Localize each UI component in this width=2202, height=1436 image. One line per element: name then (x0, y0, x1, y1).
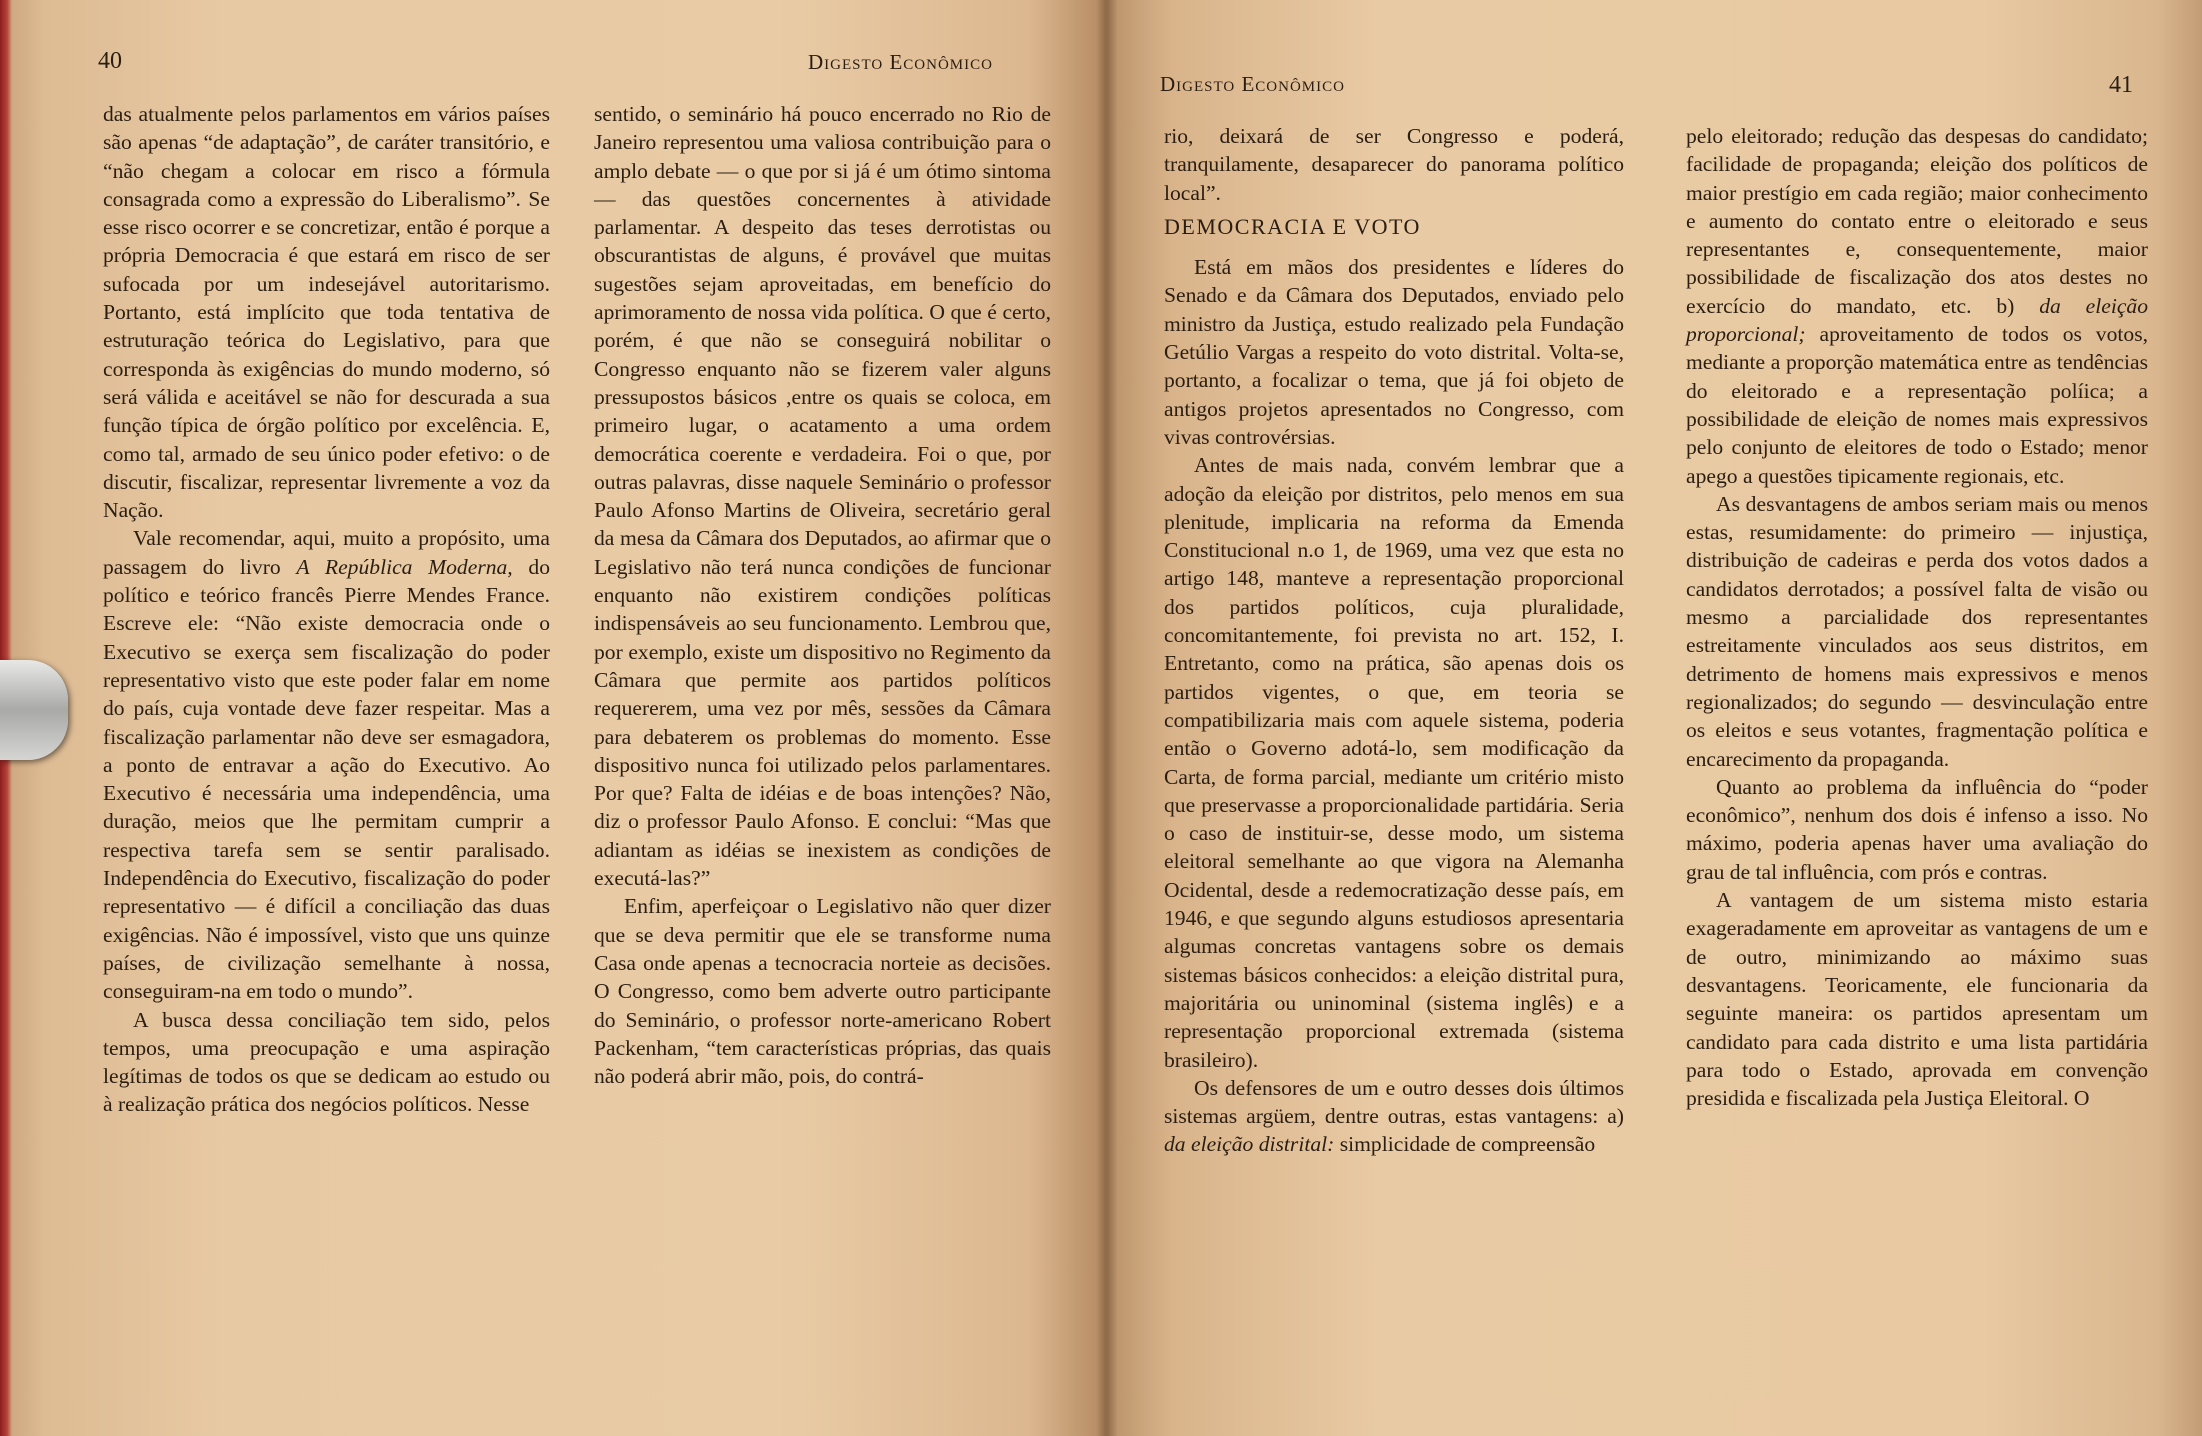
page-number: 41 (2109, 72, 2133, 98)
paragraph: sentido, o seminário há pouco encerrado no Rio de Janeiro representou uma valiosa contribuição para o amplo debate — o que por si já é um ótimo sintoma — das questões concernentes à atividade parlamentar. A despeito das teses derrotistas ou obscurantistas de alguns, é provável que muitas sugestões sejam aproveitadas, em benefício do aprimoramento de nossa vida política. O que é certo, porém, é que não se conseguirá nobilitar o Congresso enquanto não se fizerem valer alguns pressupostos básicos ,entre os quais se coloca, em primeiro lugar, o acatamento a uma ordem democrática coerente e verdadeira. Foi o que, por outras palavras, disse naquele Seminário o professor Paulo Afonso Martins de Oliveira, secretário geral da mesa da Câmara dos Deputados, ao afirmar que o Legislativo não terá nunca condições de funcionar enquanto não existirem condições políticas indispensáveis ao seu funcionamento. Lembrou que, por exemplo, existe um dispositivo no Regimento da Câmara que permite aos partidos políticos requererem, uma vez por mês, sessões da Câmara para debaterem os problemas do momento. Esse dispositivo nunca foi utilizado pelos parlamentares. Por que? Falta de idéias e de boas intenções? Não, diz o professor Paulo Afonso. E conclui: “Mas que adiantam as idéias se inexistem as condições de executá-las?” (594, 102, 1051, 891)
right-page (1106, 0, 2202, 1436)
book-spine (1096, 0, 1118, 1436)
section-heading: DEMOCRACIA E VOTO (1164, 213, 1421, 239)
paragraph: das atualmente pelos parlamentos em vários países são apenas “de adaptação”, de caráter transitório, e “não chegam a colocar em risco a fórmula consagrada como a expressão do Liberalismo”. Se esse risco ocorrer e se concretizar, então é porque a própria Democracia é que estará em risco de ser sufocada por um indesejável autoritarismo. Portanto, está implícito que toda tentativa de estruturação teórica do Legislativo, para que corresponda às exigências do mundo moderno, só será válida e aceitável se não for descurada a sua função típica de órgão político por excelência. E, como tal, armado de seu único poder efetivo: o de discutir, fiscalizar, representar livremente a voz da Nação. (103, 102, 550, 523)
right-column-1 (1164, 122, 1624, 1159)
running-head: Digesto Econômico (1160, 72, 1345, 96)
left-column-1 (103, 100, 550, 1119)
paragraph: pelo eleitorado; redução das despesas do candidato; facilidade de propaganda; eleição dos políticos de maior prestígio em cada região; maior conhecimento e aumento do contato entre o eleitorado e seus representantes e, consequentemente, maior possibilidade de fiscalização dos atos destes no exercício do mandato, etc. b) da eleição proporcional; aproveitamento de todos os votos, mediante a proporção matemática entre as tendências do eleitorado e a representação políica; a possibilidade de eleição de nomes mais expressivos pelo conjunto de eleitores de todo o Estado; menor apego a questões tipicamente regionais, etc. (1686, 124, 2149, 488)
left-column-2 (594, 100, 1051, 1090)
paragraph: Vale recomendar, aqui, muito a propósito, uma passagem do livro A República Moderna, do político e teórico francês Pierre Mendes France. Escreve ele: “Não existe democracia onde o Executivo se exerça sem fiscalização do poder representativo visto que este poder falar em nome do país, cuja vontade deve fazer respeitar. Mas a fiscalização parlamentar não deve ser esmagadora, a ponto de entravar a ação do Executivo. Ao Executivo é necessária uma independência, uma duração, meios que lhe permitam cumprir a respectiva tarefa sem se sentir paralisado. Independência do Executivo, fiscalização do poder representativo — é difícil a conciliação das duas exigências. Não é impossível, visto que uns quinze países, de civilização semelhante à nossa, conseguiram-na em todo o mundo”. (103, 526, 551, 1004)
paragraph: As desvantagens de ambos seriam mais ou menos estas, resumidamente: do primeiro — injustiça, distribuição de cadeiras e perda dos votos dados a candidatos derrotados; a possível falta de visão ou mesmo a parcialidade dos representantes estreitamente vinculados aos seus distritos, em detrimento de homens mais expressivos e menos regionalizados; do segundo — desvinculação entre os eleitos e seus votantes, fragmentação política e encarecimento da propaganda. (1686, 491, 2148, 771)
binder-clip (0, 660, 68, 760)
paragraph: A busca dessa conciliação tem sido, pelos tempos, uma preocupação e uma aspiração legítimas de todos os que se dedicam ao estudo ou à realização prática dos negócios políticos. Nesse (103, 1007, 550, 1117)
paragraph: rio, deixará de ser Congresso e poderá, tranquilamente, desaparecer do panorama político local”. (1164, 124, 1624, 205)
running-head: Digesto Econômico (808, 50, 993, 74)
right-column-2 (1686, 122, 2148, 1112)
paragraph: Está em mãos dos presidentes e líderes do Senado e da Câmara dos Deputados, enviado pelo ministro da Justiça, estudo realizado pela Fundação Getúlio Vargas a respeito do voto distrital. Volta-se, portanto, a focalizar o tema, que já foi objeto de antigos projetos apresentados no Congresso, com vivas controvérsias. (1164, 255, 1624, 449)
book-title: A República Moderna, (296, 554, 513, 579)
paragraph: Antes de mais nada, convém lembrar que a adoção da eleição por distritos, pelo menos em sua plenitude, implicaria na reforma da Emenda Constitucional n.o 1, de 1969, uma vez que esta no artigo 148, manteve a representação proporcional dos partidos políticos, cuja pluralidade, concomitantemente, foi prevista no art. 152, I. Entretanto, como na prática, são apenas dois os partidos vigentes, o que, em teoria se compatibilizaria mais com aquele sistema, poderia então o Governo adotá-lo, sem modificação da Carta, de forma parcial, mediante um critério misto que preservasse a proporcionalidade partidária. Seria o caso de instituir-se, desse modo, um sistema eleitoral semelhante ao que vigora na Alemanha Ocidental, desde a redemocratização desse país, em 1946, e que segundo alguns estudiosos apresentaria algumas concretas vantagens sobre os demais sistemas básicos conhecidos: a eleição distrital pura, majoritária ou uninominal (sistema inglês) e a representação proporcional extremada (sistema brasileiro). (1164, 453, 1624, 1072)
paragraph: Quanto ao problema da influência do “poder econômico”, nenhum dos dois é infenso a isso. No máximo, poderia apenas haver uma avaliação do grau de tal influência, com prós e contras. (1686, 774, 2148, 884)
paragraph: Enfim, aperfeiçoar o Legislativo não quer dizer que se deva permitir que ele se transforme numa Casa onde apenas a tecnocracia norteie as decisões. O Congresso, como bem adverte outro participante do Seminário, o professor norte-americano Robert Packenham, “tem características próprias, das quais não poderá abrir mão, pois, do contrá- (594, 894, 1051, 1089)
paragraph: A vantagem de um sistema misto estaria exageradamente em aproveitar as vantagens de um e de outro, minimizando ao máximo suas desvantagens. Teoricamente, ele funcionaria da seguinte maneira: os partidos apresentam um candidato para cada distrito e uma lista partidária para todo o Estado, aprovada em convenção presidida e fiscalizada pela Justiça Eleitoral. O (1686, 888, 2148, 1111)
paragraph: Os defensores de um e outro desses dois últimos sistemas argüem, dentre outras, estas vantagens: a) da eleição distrital: simplicidade de compreensão (1164, 1075, 1624, 1157)
page-number: 40 (98, 48, 122, 74)
